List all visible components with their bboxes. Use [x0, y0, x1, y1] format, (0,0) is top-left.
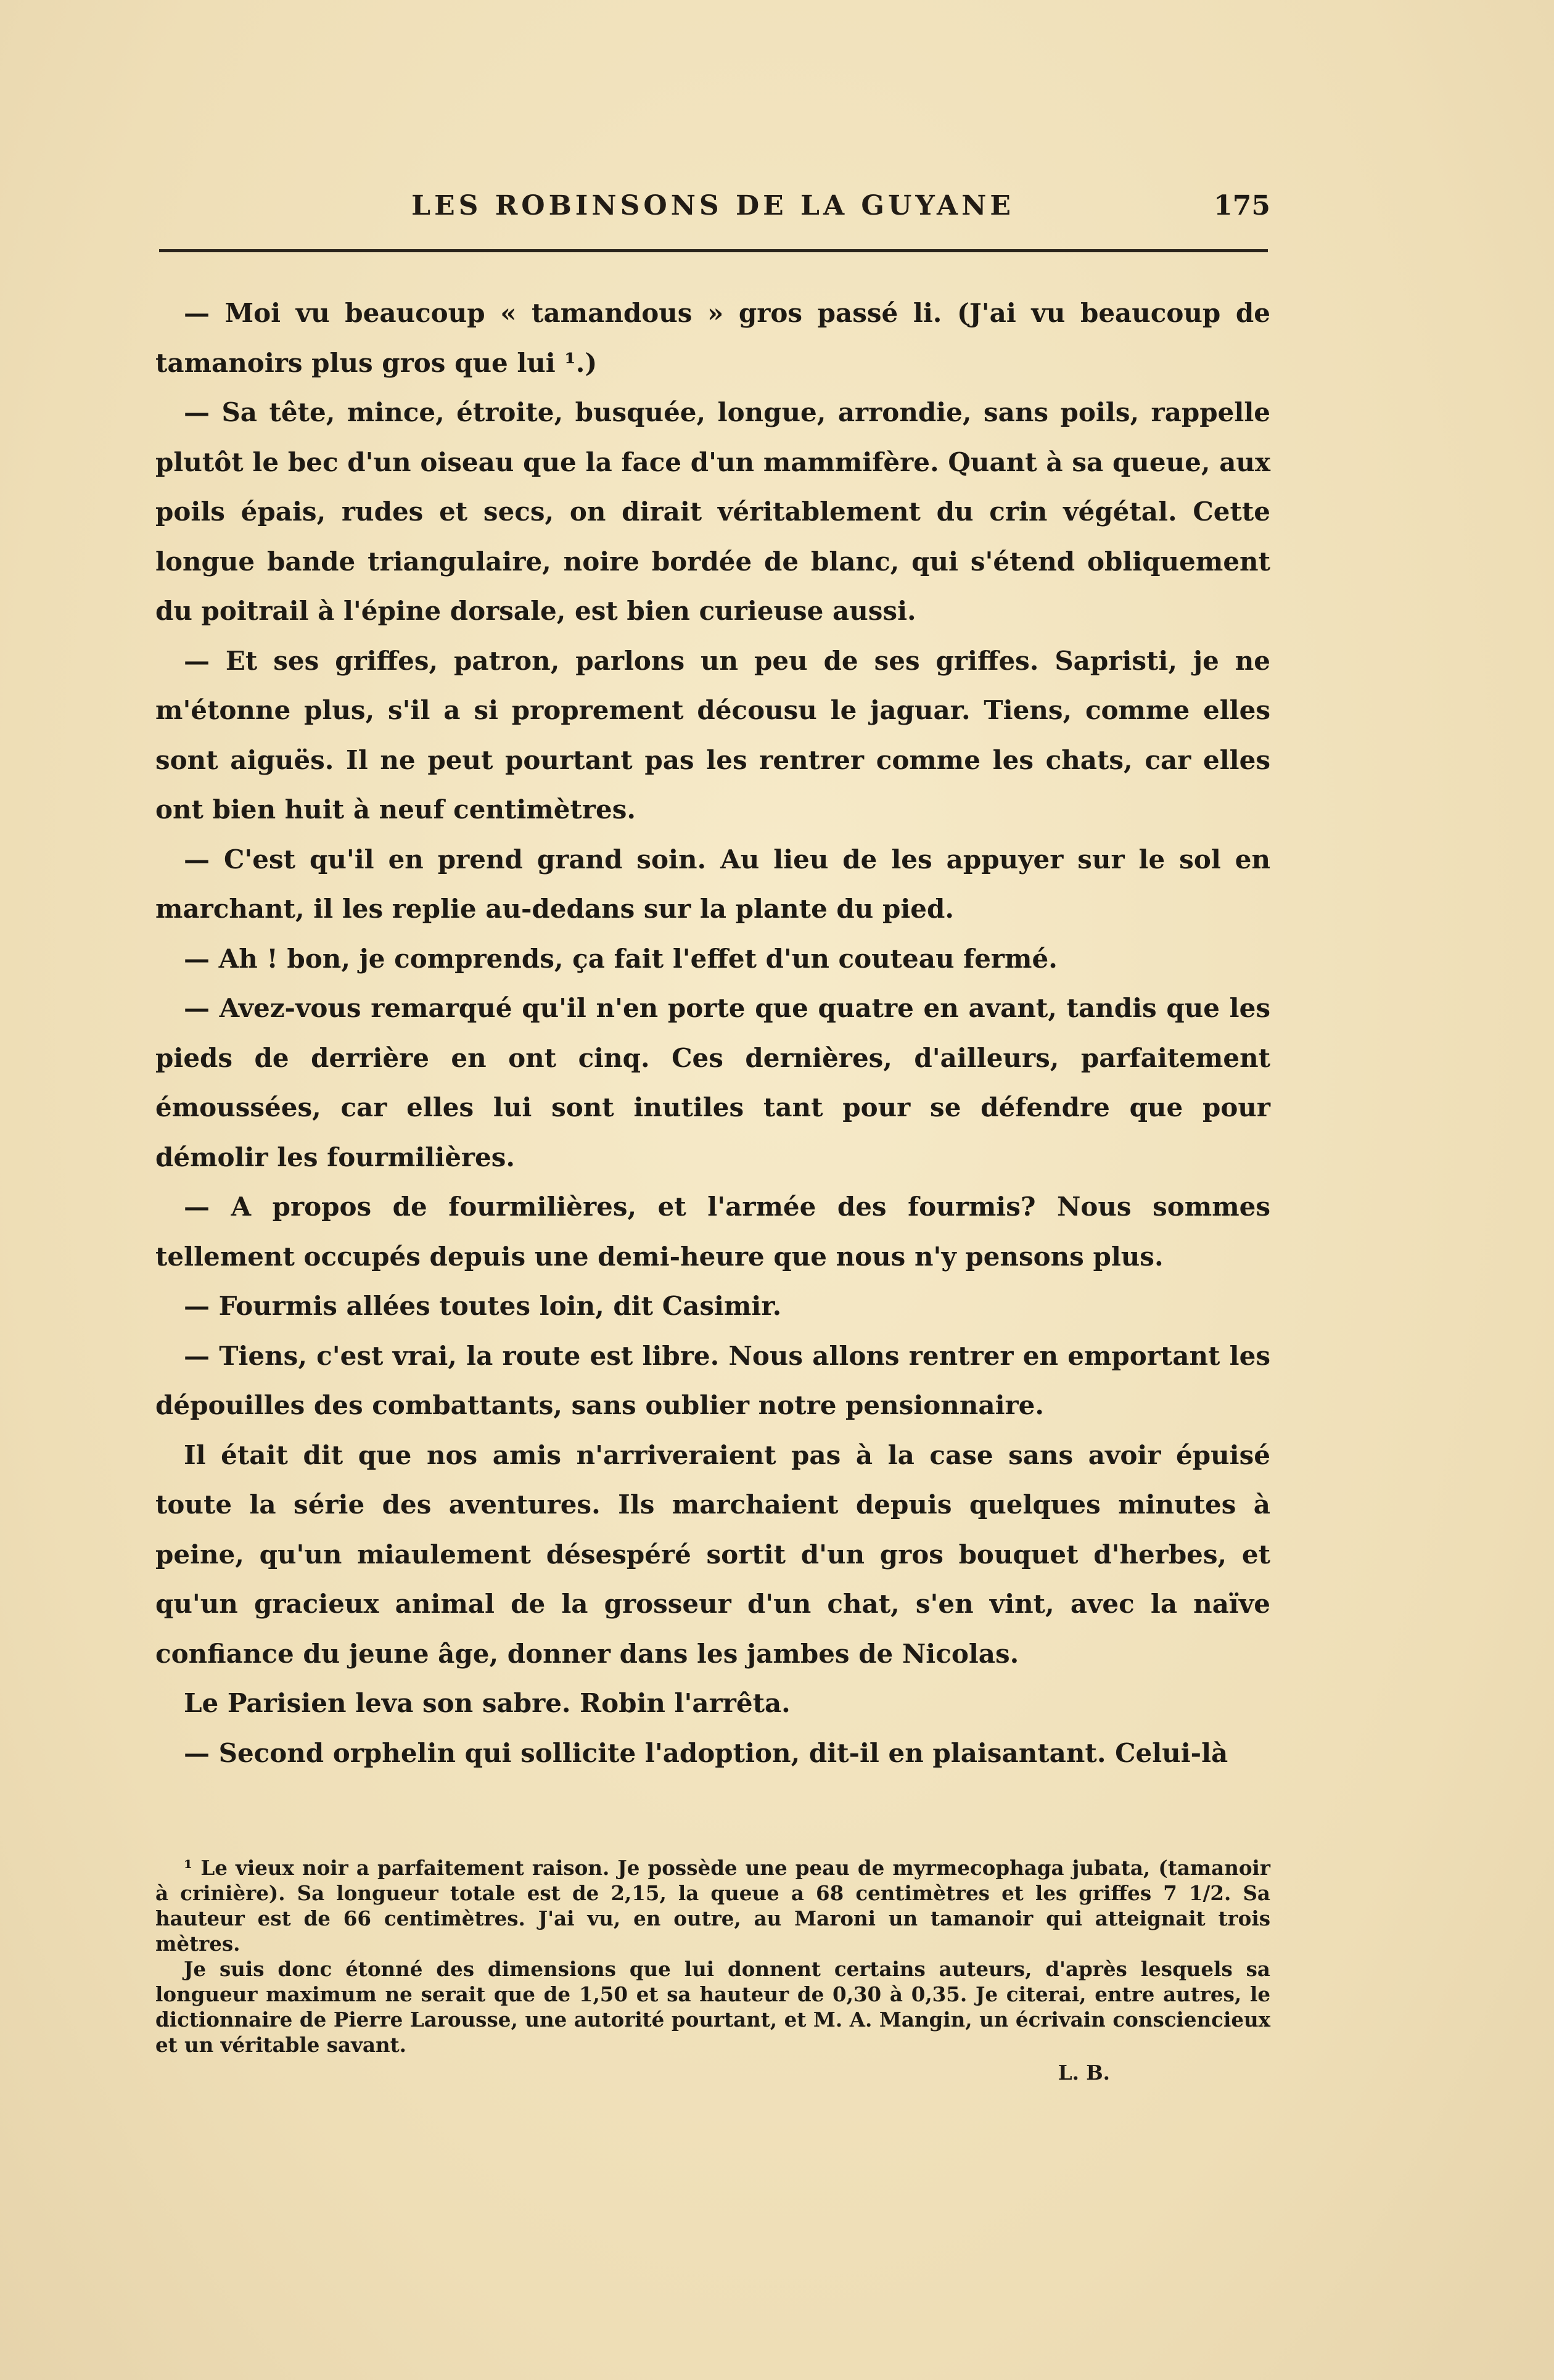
paragraph: — Fourmis allées toutes loin, dit Casimir. — [184, 1291, 782, 1321]
header-rule — [159, 249, 1268, 252]
paragraph: — Sa tête, mince, étroite, busquée, longue, arrondie, sans poils, rappelle plutôt le bec d'un oiseau que la face d'un mammifère. Quant à sa queue, aux poils épais, rudes et secs, on dirait véritablement du crin végétal. Cette longue bande triangulaire, noire bordée de blanc, qui s'étend obliquement du poitrail à l'épine dorsale, est bien curieuse aussi. — [155, 397, 1270, 626]
footnote: ¹ Le vieux noir a parfaitement raison. Je possède une peau de myrmecophaga jubata, (tamanoir à crinière). Sa longueur totale est de 2,15, la queue a 68 centimètres et les griffes 7 1/2. Sa hauteur est de 66 centimètres. J'ai vu, en outre, au Maroni un tamanoir qui atteignait trois mètres. — [155, 1856, 1270, 1956]
running-title: LES ROBINSONS DE LA GUYANE — [411, 190, 1014, 221]
paragraph: — Moi vu beaucoup « tamandous » gros passé li. (J'ai vu beaucoup de tamanoirs plus gros que lui ¹.) — [155, 298, 1270, 378]
paragraph: Le Parisien leva son sabre. Robin l'arrêta. — [184, 1688, 791, 1718]
page-number: 175 — [1214, 190, 1270, 221]
page-header — [155, 190, 1270, 227]
paragraph: — Ah ! bon, je comprends, ça fait l'effet d'un couteau fermé. — [184, 943, 1058, 974]
footnotes — [155, 1855, 1270, 2085]
paragraph: Il était dit que nos amis n'arriveraient pas à la case sans avoir épuisé toute la série des aventures. Ils marchaient depuis quelques minutes à peine, qu'un miaulement désespéré sortit d'un gros bouquet d'herbes, et qu'un gracieux animal de la grosseur d'un chat, s'en vint, avec la naïve confiance du jeune âge, donner dans les jambes de Nicolas. — [155, 1439, 1270, 1669]
footnote-signature: L. B. — [1058, 2061, 1110, 2085]
footnote: Je suis donc étonné des dimensions que lui donnent certains auteurs, d'après lesquels sa longueur maximum ne serait que de 1,50 et sa hauteur de 0,30 à 0,35. Je citerai, entre autres, le dictionnaire de Pierre Larousse, une autorité pourtant, et M. A. Mangin, un écrivain consciencieux et un véritable savant. — [155, 1957, 1270, 2057]
paragraph: — Et ses griffes, patron, parlons un peu de ses griffes. Sapristi, je ne m'étonne plus, s'il a si proprement décousu le jaguar. Tiens, comme elles sont aiguës. Il ne peut pourtant pas les rentrer comme les chats, car elles ont bien huit à neuf centimètres. — [155, 645, 1270, 825]
paragraph: — Tiens, c'est vrai, la route est libre. Nous allons rentrer en emportant les dépouilles des combattants, sans oublier notre pensionnaire. — [155, 1340, 1270, 1420]
paragraph: — Avez-vous remarqué qu'il n'en porte que quatre en avant, tandis que les pieds de derrière en ont cinq. Ces dernières, d'ailleurs, parfaitement émoussées, car elles lui sont inutiles tant pour se défendre que pour démolir les fourmilières. — [155, 993, 1270, 1172]
paragraph: — Second orphelin qui sollicite l'adoption, dit-il en plaisantant. Celui-là — [184, 1737, 1228, 1768]
body-text — [155, 289, 1270, 1778]
paragraph: — C'est qu'il en prend grand soin. Au lieu de les appuyer sur le sol en marchant, il les replie au-dedans sur la plante du pied. — [155, 844, 1270, 924]
paragraph: — A propos de fourmilières, et l'armée des fourmis? Nous sommes tellement occupés depuis une demi-heure que nous n'y pensons plus. — [155, 1192, 1270, 1272]
